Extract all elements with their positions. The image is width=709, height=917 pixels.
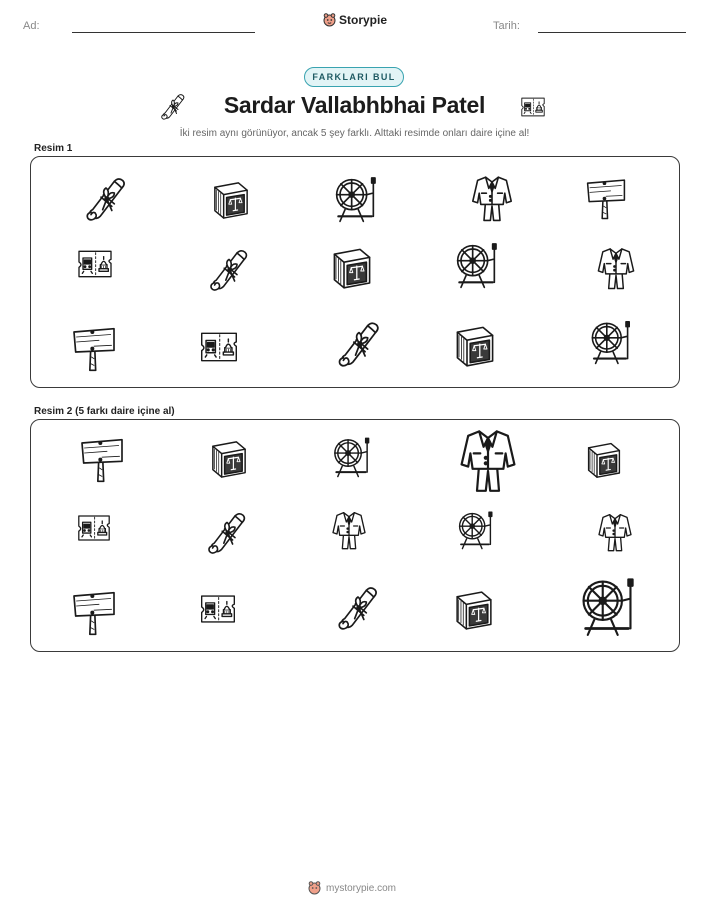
picture2-label: Resim 2 (5 farkı daire içine al)	[34, 406, 175, 417]
law-book-icon	[583, 438, 625, 480]
law-book-icon	[207, 436, 251, 480]
law-book-icon	[451, 321, 499, 369]
scroll-icon	[203, 508, 251, 556]
scroll-icon	[81, 173, 131, 223]
footer	[308, 881, 396, 895]
ticket-icon	[197, 592, 239, 626]
signpost-icon	[69, 584, 119, 638]
picture2-panel	[30, 419, 680, 652]
signpost-icon	[583, 171, 629, 223]
spinning-wheel-icon	[575, 572, 639, 638]
instructions: İki resim aynı görünüyor, ancak 5 şey farklı. Alttaki resimde onları daire içine al!	[179, 128, 530, 139]
law-book-icon	[328, 243, 376, 291]
scroll-icon	[205, 245, 253, 293]
spinning-wheel-icon	[454, 508, 496, 550]
suit-icon	[594, 243, 638, 293]
spinning-wheel-icon	[586, 317, 634, 365]
activity-badge: FARKLARI BUL	[304, 67, 404, 87]
ticket-icon	[75, 512, 113, 544]
date-label: Tarih:	[493, 20, 520, 32]
storypie-mascot-icon	[308, 881, 321, 895]
worksheet-title: Sardar Vallabhbhai Patel	[223, 92, 486, 118]
suit-icon	[329, 504, 369, 556]
picture1-label: Resim 1	[34, 143, 73, 154]
scroll-icon	[333, 582, 383, 632]
picture1-panel	[30, 156, 680, 388]
footer-site[interactable]: mystorypie.com	[326, 882, 397, 894]
ticket-icon	[197, 329, 241, 365]
suit-icon	[455, 424, 521, 496]
brand-name: Storypie	[339, 13, 388, 27]
title-ticket-icon	[519, 95, 547, 119]
signpost-icon	[69, 319, 119, 375]
law-book-icon	[209, 177, 253, 221]
suit-icon	[468, 173, 516, 223]
name-line[interactable]	[72, 32, 255, 33]
suit-icon	[595, 508, 635, 556]
spinning-wheel-icon	[329, 434, 373, 478]
storypie-mascot-icon	[323, 13, 336, 27]
law-book-icon	[451, 586, 497, 632]
scroll-icon	[333, 317, 385, 369]
spinning-wheel-icon	[330, 173, 380, 223]
name-label: Ad:	[23, 20, 40, 32]
signpost-icon	[77, 432, 127, 484]
date-line[interactable]	[538, 32, 686, 33]
spinning-wheel-icon	[451, 239, 501, 289]
brand-logo	[323, 13, 387, 27]
ticket-icon	[75, 247, 115, 281]
